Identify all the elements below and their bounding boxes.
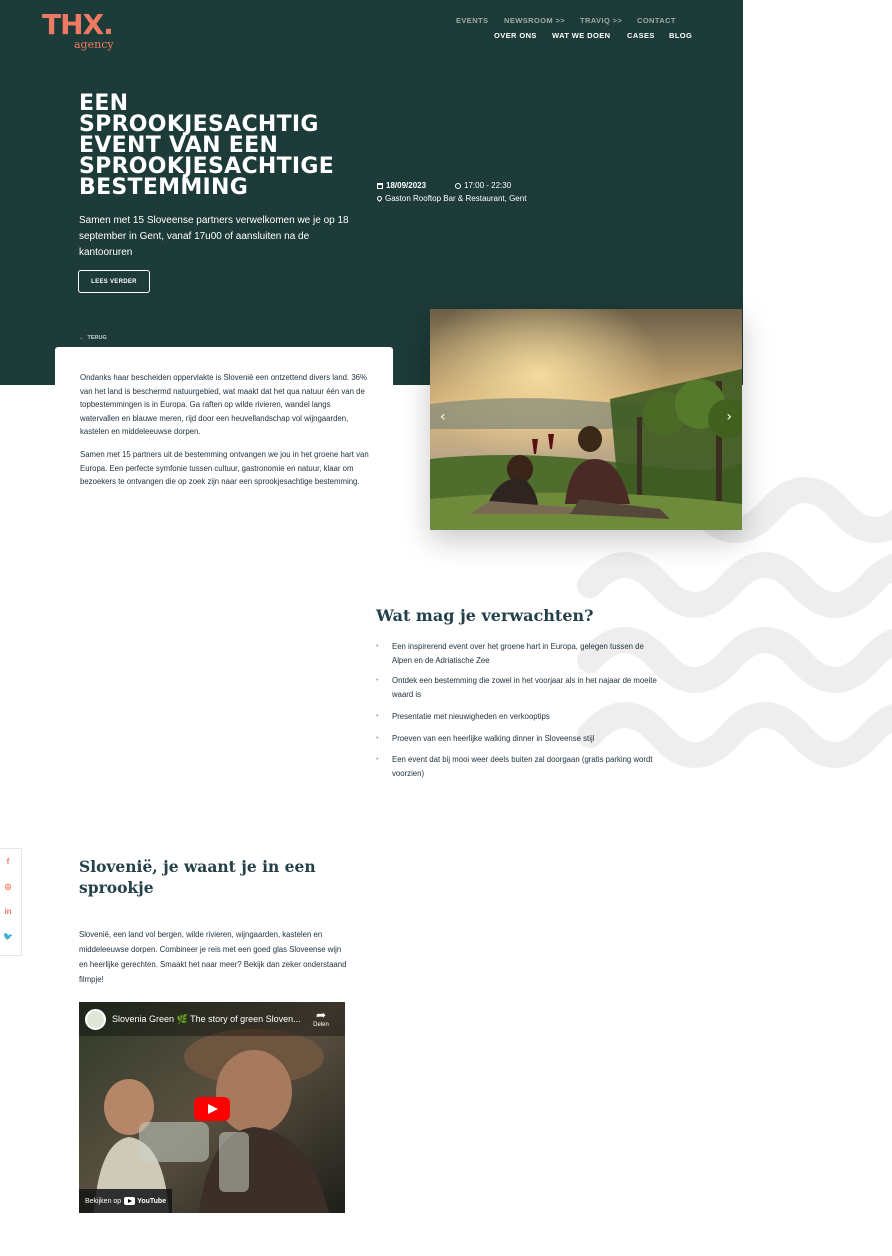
expect-heading: Wat mag je verwachten? <box>376 606 594 625</box>
share-label: Delen <box>313 1022 329 1028</box>
bullet-icon: • <box>376 713 379 720</box>
event-date: 18/09/2023 <box>386 181 427 190</box>
event-location: Gaston Rooftop Bar & Restaurant, Gent <box>385 194 527 203</box>
page-title: EEN SPROOKJESACHTIG EVENT VAN EEN SPROOKJESACHTIGE BESTEMMING <box>79 91 335 200</box>
intro-paragraph-1: Ondanks haar bescheiden oppervlakte is Slovenië een ontzettend divers land. 36% van het land is beschermd natuurgebied, wat maakt dat het qua natuur één van de topbestemmingen is in Europa. Ga raften op wilde rivieren, wandel langs watervallen en blauwe meren, rijd door een heuvellandschap vol wijngaarden, kastelen en middeleeuwse dorpen. <box>80 373 367 437</box>
read-more-button[interactable]: LEES VERDER <box>78 270 150 293</box>
clock-icon <box>455 183 461 189</box>
top-navigation <box>456 16 696 28</box>
youtube-video-embed[interactable] <box>79 1002 345 1213</box>
list-item-text: Presentatie met nieuwigheden en verkooptips <box>392 712 550 721</box>
youtube-wordmark: YouTube <box>137 1197 167 1205</box>
thx-agency-logo[interactable] <box>42 8 122 50</box>
couple-vineyard-photo <box>430 309 742 530</box>
event-time-row <box>455 181 511 190</box>
slovenia-heading: Slovenië, je waant je in een sprookje <box>79 857 316 897</box>
bullet-icon: • <box>376 677 379 684</box>
list-item-text: Een inspirerend event over het groene hart in Europa, gelegen tussen de Alpen en de Adriatische Zee <box>392 642 644 665</box>
intro-paragraph-2: Samen met 15 partners uit de bestemming ontvangen we jou in het groene hart van Europa. Een perfecte symfonie tussen cultuur, gastronomie en natuur, klaar om bezoekers te ontvangen die op zoek zijn naar een sprookjesachtige bestemming. <box>80 450 369 487</box>
list-item <box>376 640 661 668</box>
nav-events[interactable]: EVENTS <box>456 16 489 25</box>
share-icon: ➦ <box>315 1008 327 1022</box>
video-title[interactable]: Slovenia Green 🌿 The story of green Sloven... <box>112 1014 301 1024</box>
list-item <box>376 732 661 746</box>
channel-avatar[interactable] <box>85 1009 106 1030</box>
slovenia-paragraph: Slovenië, een land vol bergen, wilde rivieren, wijngaarden, kastelen en middeleeuwse dorpen. Combineer je reis met een goed glas Sloveense wijn en heerlijke gerechten. Smaakt het naar meer? Bekijk dan zeker onderstaand filmpje! <box>79 930 347 984</box>
youtube-logo <box>124 1197 166 1205</box>
nav-cases[interactable]: CASES <box>627 31 655 40</box>
logo-wordmark: THX. <box>42 8 113 41</box>
main-navigation <box>494 31 694 43</box>
facebook-icon[interactable]: f <box>6 857 10 866</box>
nav-wat-we-doen[interactable]: WAT WE DOEN <box>552 31 611 40</box>
bullet-icon: • <box>376 756 379 763</box>
slider-next-arrow[interactable]: › <box>726 409 732 425</box>
twitter-icon[interactable]: 🐦 <box>3 932 13 941</box>
list-item-text: Een event dat bij mooi weer deels buiten zal doorgaan (gratis parking wordt voorzien) <box>392 755 653 778</box>
event-location-row <box>377 194 526 203</box>
calendar-icon <box>377 183 383 189</box>
list-item <box>376 710 661 724</box>
list-item-text: Proeven van een heerlijke walking dinner in Sloveense stijl <box>392 734 595 743</box>
nav-over-ons[interactable]: OVER ONS <box>494 31 537 40</box>
bullet-icon: • <box>376 735 379 742</box>
bullet-icon: • <box>376 643 379 650</box>
slider-prev-arrow[interactable]: ‹ <box>440 409 446 425</box>
hero-subtitle: Samen met 15 Sloveense partners verwelkomen we je op 18 september in Gent, vanaf 17u00 of aansluiten na de kantooruren <box>79 215 349 258</box>
arrow-left-icon: ← <box>79 335 85 341</box>
back-link[interactable] <box>79 335 107 341</box>
list-item-text: Ontdek een bestemming die zowel in het voorjaar als in het najaar de moeite waard is <box>392 676 657 699</box>
list-item <box>376 674 661 702</box>
nav-traviq[interactable]: TRAVIQ >> <box>580 16 623 25</box>
nav-blog[interactable]: BLOG <box>669 31 693 40</box>
instagram-icon[interactable]: ◎ <box>4 882 12 891</box>
event-date-row <box>377 181 426 190</box>
watch-label: Bekijken op <box>85 1197 122 1205</box>
location-pin-icon <box>376 195 383 202</box>
logo-subtext: agency <box>74 38 114 51</box>
nav-newsroom[interactable]: NEWSROOM >> <box>504 16 566 25</box>
linkedin-icon[interactable]: in <box>4 907 12 916</box>
play-button[interactable] <box>194 1097 230 1121</box>
intro-card <box>55 347 393 517</box>
list-item <box>376 753 661 781</box>
youtube-icon <box>124 1197 135 1205</box>
photo-illustration <box>430 309 742 530</box>
share-button[interactable] <box>306 1008 336 1028</box>
back-label: TERUG <box>87 335 107 341</box>
watch-on-youtube-button[interactable] <box>79 1189 172 1213</box>
nav-contact[interactable]: CONTACT <box>637 16 676 25</box>
event-time: 17:00 - 22:30 <box>464 181 512 190</box>
social-share-bar <box>0 848 22 956</box>
